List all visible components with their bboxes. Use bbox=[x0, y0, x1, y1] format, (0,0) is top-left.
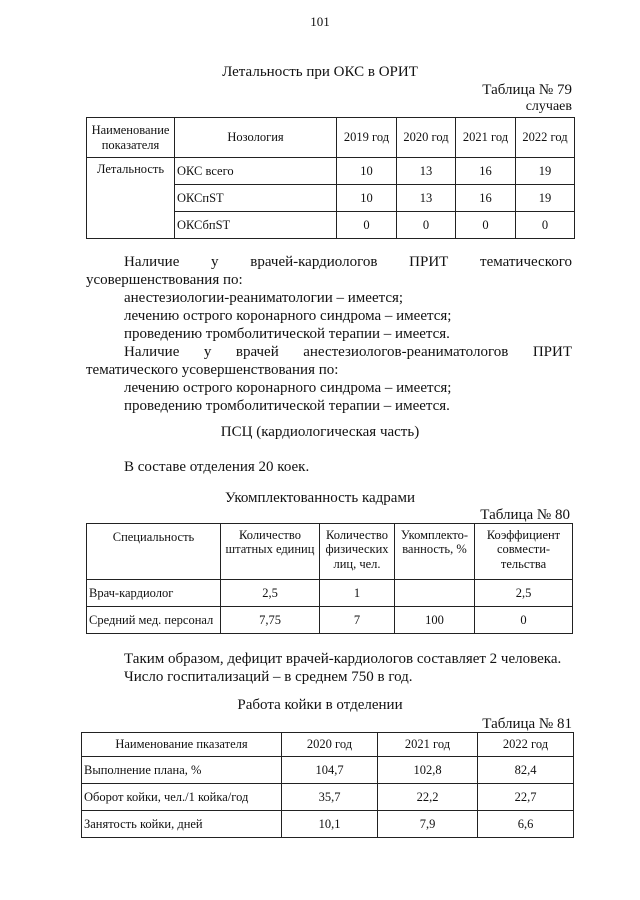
table-row bbox=[87, 158, 575, 185]
value-cell: 10 bbox=[337, 185, 397, 212]
header-2019: 2019 год bbox=[337, 118, 397, 158]
value-cell: 0 bbox=[397, 212, 456, 239]
header-indicator: Наименование показателя bbox=[87, 118, 175, 158]
table-header-row bbox=[87, 524, 573, 580]
table-row bbox=[82, 757, 574, 784]
indicator-cell: Оборот койки, чел./1 койка/год bbox=[82, 784, 282, 811]
value-cell: 7 bbox=[320, 607, 395, 634]
table-80-label: Таблица № 80 bbox=[480, 507, 570, 523]
table-79-title: Летальность при ОКС в ОРИТ bbox=[222, 64, 418, 80]
value-cell: 13 bbox=[397, 158, 456, 185]
table-header-row bbox=[87, 118, 575, 158]
table-80 bbox=[86, 523, 573, 634]
value-cell: 100 bbox=[395, 607, 475, 634]
page-number: 101 bbox=[310, 14, 330, 29]
header-2020: 2020 год bbox=[282, 733, 378, 757]
table-79-unit: случаев bbox=[525, 99, 572, 114]
header-2022: 2022 год bbox=[516, 118, 575, 158]
paragraph-2-item-1: лечению острого коронарного синдрома – имеется; bbox=[124, 380, 452, 396]
header-2020: 2020 год bbox=[397, 118, 456, 158]
paragraph-1-item-3: проведению тромболитической терапии – имеется. bbox=[124, 326, 450, 342]
specialty-cell: Врач-кардиолог bbox=[87, 580, 221, 607]
value-cell: 7,75 bbox=[221, 607, 320, 634]
table-row bbox=[82, 811, 574, 838]
value-cell: 0 bbox=[337, 212, 397, 239]
psc-heading: ПСЦ (кардиологическая часть) bbox=[220, 424, 420, 440]
value-cell: 22,7 bbox=[478, 784, 574, 811]
specialty-cell: Средний мед. персонал bbox=[87, 607, 221, 634]
table-row bbox=[87, 580, 573, 607]
table-81 bbox=[81, 732, 574, 838]
value-cell: 16 bbox=[456, 185, 516, 212]
nosology-cell: ОКСбпST bbox=[175, 212, 337, 239]
paragraph-1-line-2: усовершенствования по: bbox=[86, 272, 243, 288]
table-row bbox=[87, 607, 573, 634]
value-cell: 104,7 bbox=[282, 757, 378, 784]
header-indicator-name: Наименование пказателя bbox=[82, 733, 282, 757]
value-cell: 16 bbox=[456, 158, 516, 185]
header-2021: 2021 год bbox=[456, 118, 516, 158]
header-specialty: Специальность bbox=[87, 524, 221, 580]
nosology-cell: ОКС всего bbox=[175, 158, 337, 185]
beds-text: В составе отделения 20 коек. bbox=[124, 459, 310, 475]
value-cell bbox=[395, 580, 475, 607]
table-header-row bbox=[82, 733, 574, 757]
paragraph-1-item-1: анестезиологии-реаниматологии – имеется; bbox=[124, 290, 404, 306]
value-cell: 13 bbox=[397, 185, 456, 212]
paragraph-1-line-1: Наличие у врачей-кардиологов ПРИТ тематического bbox=[124, 254, 572, 270]
value-cell: 0 bbox=[516, 212, 575, 239]
header-staffing-pct: Укомплекто-ванность, % bbox=[395, 524, 475, 580]
value-cell: 10 bbox=[337, 158, 397, 185]
table-row bbox=[82, 784, 574, 811]
value-cell: 2,5 bbox=[221, 580, 320, 607]
header-2021: 2021 год bbox=[378, 733, 478, 757]
paragraph-2-item-2: проведению тромболитической терапии – имеется. bbox=[124, 398, 450, 414]
header-physical-persons: Количество физических лиц, чел. bbox=[320, 524, 395, 580]
table-79-label: Таблица № 79 bbox=[482, 82, 572, 98]
value-cell: 22,2 bbox=[378, 784, 478, 811]
header-nosology: Нозология bbox=[175, 118, 337, 158]
table-81-title: Работа койки в отделении bbox=[237, 697, 403, 713]
conclusion-line-1: Таким образом, дефицит врачей-кардиологов составляет 2 человека. bbox=[124, 651, 562, 667]
value-cell: 0 bbox=[475, 607, 573, 634]
header-staff-units: Количество штатных единиц bbox=[221, 524, 320, 580]
indicator-cell: Занятость койки, дней bbox=[82, 811, 282, 838]
value-cell: 35,7 bbox=[282, 784, 378, 811]
paragraph-2-line-2: тематического усовершенствования по: bbox=[86, 362, 339, 378]
header-2022: 2022 год bbox=[478, 733, 574, 757]
group-label: Летальность bbox=[87, 158, 175, 239]
paragraph-2-line-1: Наличие у врачей анестезиологов-реаниматологов ПРИТ bbox=[124, 344, 572, 360]
indicator-cell: Выполнение плана, % bbox=[82, 757, 282, 784]
header-coefficient: Коэффициент совмести-тельства bbox=[475, 524, 573, 580]
nosology-cell: ОКСпST bbox=[175, 185, 337, 212]
paragraph-1-item-2: лечению острого коронарного синдрома – имеется; bbox=[124, 308, 452, 324]
conclusion-line-2: Число госпитализаций – в среднем 750 в год. bbox=[124, 669, 413, 685]
value-cell: 2,5 bbox=[475, 580, 573, 607]
table-80-title: Укомплектованность кадрами bbox=[225, 490, 415, 506]
value-cell: 7,9 bbox=[378, 811, 478, 838]
value-cell: 102,8 bbox=[378, 757, 478, 784]
value-cell: 19 bbox=[516, 158, 575, 185]
table-81-label: Таблица № 81 bbox=[482, 716, 572, 732]
value-cell: 0 bbox=[456, 212, 516, 239]
value-cell: 10,1 bbox=[282, 811, 378, 838]
table-79 bbox=[86, 117, 575, 239]
value-cell: 19 bbox=[516, 185, 575, 212]
value-cell: 82,4 bbox=[478, 757, 574, 784]
value-cell: 1 bbox=[320, 580, 395, 607]
value-cell: 6,6 bbox=[478, 811, 574, 838]
